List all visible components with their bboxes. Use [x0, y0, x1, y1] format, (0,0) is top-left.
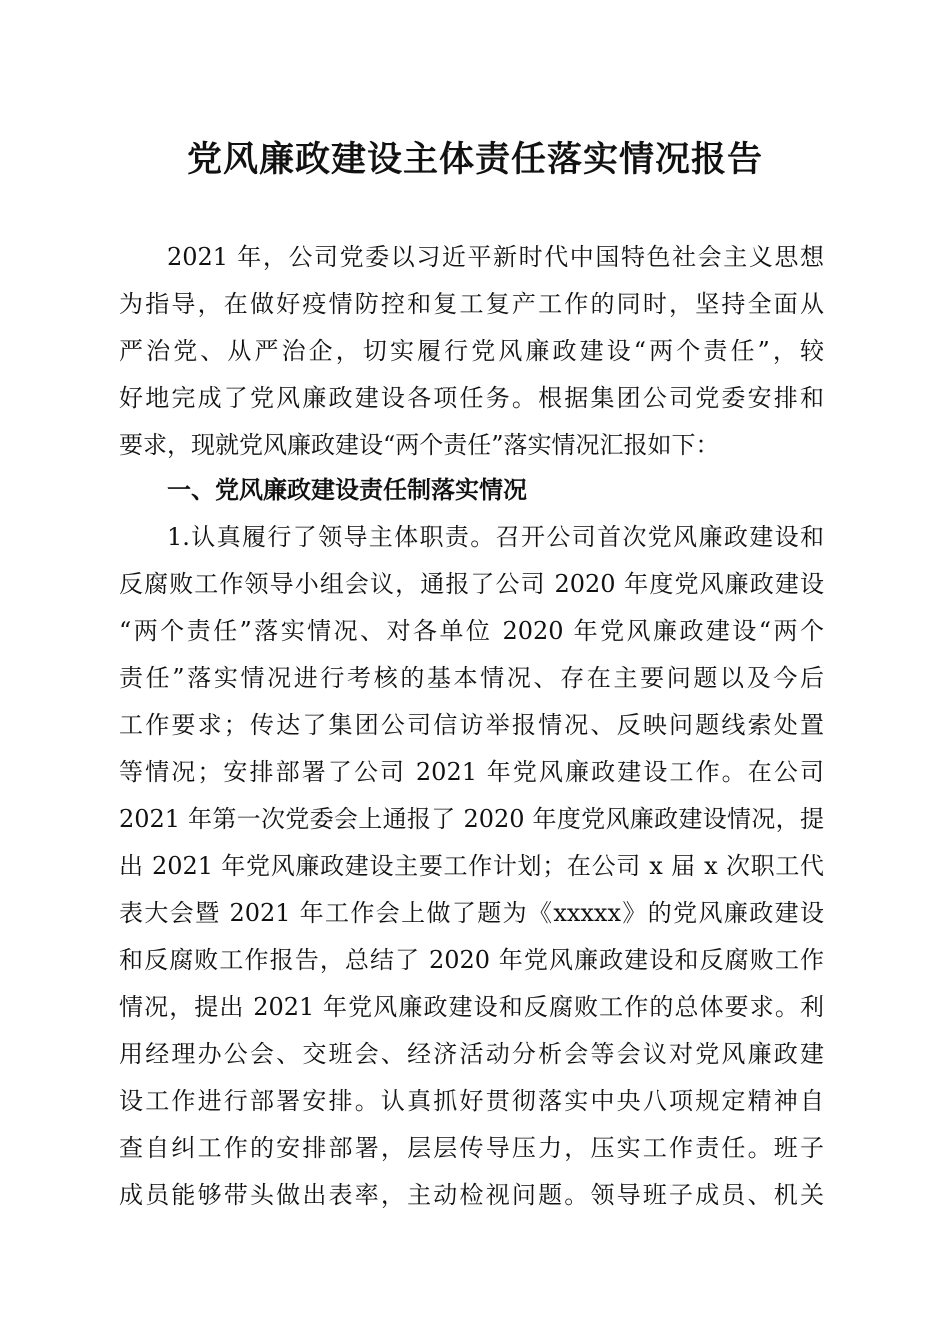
paragraph-line: 出 2021 年党风廉政建设主要工作计划；在公司 x 届 x 次职工代: [119, 852, 824, 880]
paragraph-line: 设工作进行部署安排。认真抓好贯彻落实中央八项规定精神自: [119, 1087, 824, 1115]
paragraph-line: 和反腐败工作报告，总结了 2020 年党风廉政建设和反腐败工作: [119, 946, 824, 974]
paragraph-line: 查自纠工作的安排部署，层层传导压力，压实工作责任。班子: [119, 1134, 824, 1162]
paragraph-line: 严治党、从严治企，切实履行党风廉政建设“两个责任”，较: [119, 337, 824, 365]
paragraph-line: “两个责任”落实情况、对各单位 2020 年党风廉政建设“两个: [119, 617, 824, 645]
paragraph-line: 等情况；安排部署了公司 2021 年党风廉政建设工作。在公司: [119, 758, 824, 786]
paragraph-line: 1.认真履行了领导主体职责。召开公司首次党风廉政建设和: [167, 523, 824, 551]
paragraph-line: 为指导，在做好疫情防控和复工复产工作的同时，坚持全面从: [119, 290, 824, 318]
paragraph-line: 责任”落实情况进行考核的基本情况、存在主要问题以及今后: [119, 664, 824, 692]
paragraph-line: 要求，现就党风廉政建设“两个责任”落实情况汇报如下：: [119, 431, 720, 459]
paragraph-line: 工作要求；传达了集团公司信访举报情况、反映问题线索处置: [119, 711, 824, 739]
paragraph-line: 用经理办公会、交班会、经济活动分析会等会议对党风廉政建: [119, 1040, 824, 1068]
document-title: 党风廉政建设主体责任落实情况报告: [186, 139, 763, 180]
paragraph-line: 2021 年第一次党委会上通报了 2020 年度党风廉政建设情况，提: [119, 805, 824, 833]
paragraph-line: 情况，提出 2021 年党风廉政建设和反腐败工作的总体要求。利: [119, 993, 824, 1021]
section-heading: 一、党风廉政建设责任制落实情况: [167, 476, 527, 504]
paragraph-line: 反腐败工作领导小组会议，通报了公司 2020 年度党风廉政建设: [119, 570, 824, 598]
paragraph-line: 成员能够带头做出表率，主动检视问题。领导班子成员、机关: [119, 1181, 824, 1209]
paragraph-line: 好地完成了党风廉政建设各项任务。根据集团公司党委安排和: [119, 384, 824, 412]
paragraph-line: 2021 年，公司党委以习近平新时代中国特色社会主义思想: [167, 243, 824, 271]
paragraph-line: 表大会暨 2021 年工作会上做了题为《xxxxx》的党风廉政建设: [119, 899, 824, 927]
